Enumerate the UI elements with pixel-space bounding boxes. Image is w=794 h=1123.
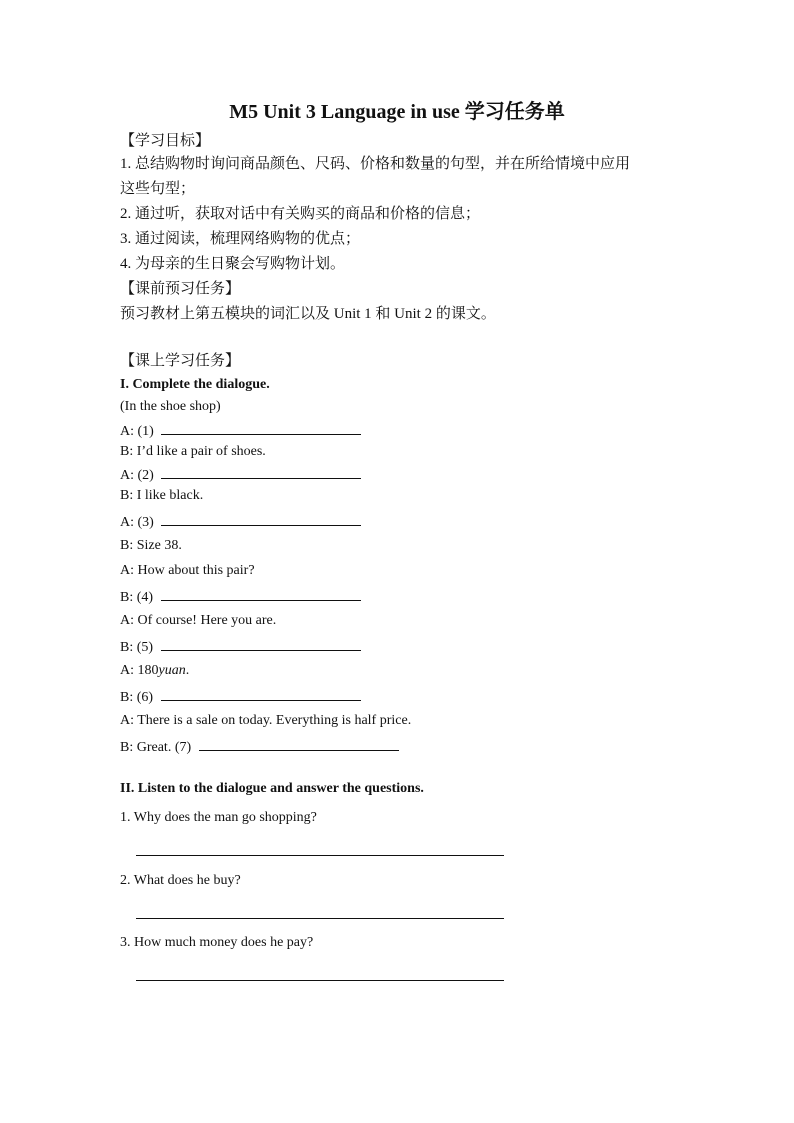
question-2: 2. What does he buy? <box>120 873 241 888</box>
answer-blank-6[interactable] <box>161 686 361 701</box>
answer-blank-5[interactable] <box>161 636 361 651</box>
objective-item-3: 3. 通过阅读，梳理网络购物的优点； <box>120 231 361 247</box>
answer-blank-1[interactable] <box>161 420 361 435</box>
answer-line-2[interactable] <box>136 918 504 919</box>
dialogue-line: A: 180yuan. <box>120 663 190 678</box>
dialogue-line: B: I like black. <box>120 488 204 503</box>
dialogue-line: B: (6) <box>120 686 361 708</box>
dialogue-line: A: Of course! Here you are. <box>120 613 277 628</box>
question-3: 3. How much money does he pay? <box>120 935 314 950</box>
answer-blank-4[interactable] <box>161 586 361 601</box>
page-title: M5 Unit 3 Language in use 学习任务单 <box>229 101 565 123</box>
inclass-heading: 【课上学习任务】 <box>120 353 241 369</box>
answer-blank-7[interactable] <box>199 736 399 751</box>
dialogue-line: B: (5) <box>120 636 361 658</box>
objective-item-2: 2. 通过听，获取对话中有关购买的商品和价格的信息； <box>120 206 481 222</box>
answer-line-3[interactable] <box>136 980 504 981</box>
dialogue-line: A: (1) <box>120 420 361 442</box>
dialogue-line: B: Great. (7) <box>120 736 399 758</box>
answer-blank-3[interactable] <box>161 511 361 526</box>
question-1: 1. Why does the man go shopping? <box>120 810 317 825</box>
objective-item-4: 4. 为母亲的生日聚会写购物计划。 <box>120 256 346 272</box>
dialogue-line: A: How about this pair? <box>120 563 255 578</box>
dialogue-setting: (In the shoe shop) <box>120 399 221 414</box>
section1-title: I. Complete the dialogue. <box>120 377 270 392</box>
objective-item-1: 1. 总结购物时询问商品颜色、尺码、价格和数量的句型，并在所给情境中应用 <box>120 156 631 172</box>
objective-item-1-cont: 这些句型； <box>120 181 196 197</box>
answer-blank-2[interactable] <box>161 464 361 479</box>
objectives-heading: 【学习目标】 <box>120 133 211 149</box>
dialogue-line: A: There is a sale on today. Everything is half price. <box>120 713 412 728</box>
dialogue-line: B: I’d like a pair of shoes. <box>120 444 266 459</box>
dialogue-line: A: (3) <box>120 511 361 533</box>
dialogue-line: B: (4) <box>120 586 361 608</box>
section2-title: II. Listen to the dialogue and answer the questions. <box>120 781 424 796</box>
answer-line-1[interactable] <box>136 855 504 856</box>
preview-text: 预习教材上第五模块的词汇以及 Unit 1 和 Unit 2 的课文。 <box>120 306 496 322</box>
dialogue-line: A: (2) <box>120 464 361 486</box>
preview-heading: 【课前预习任务】 <box>120 281 241 297</box>
dialogue-line: B: Size 38. <box>120 538 182 553</box>
